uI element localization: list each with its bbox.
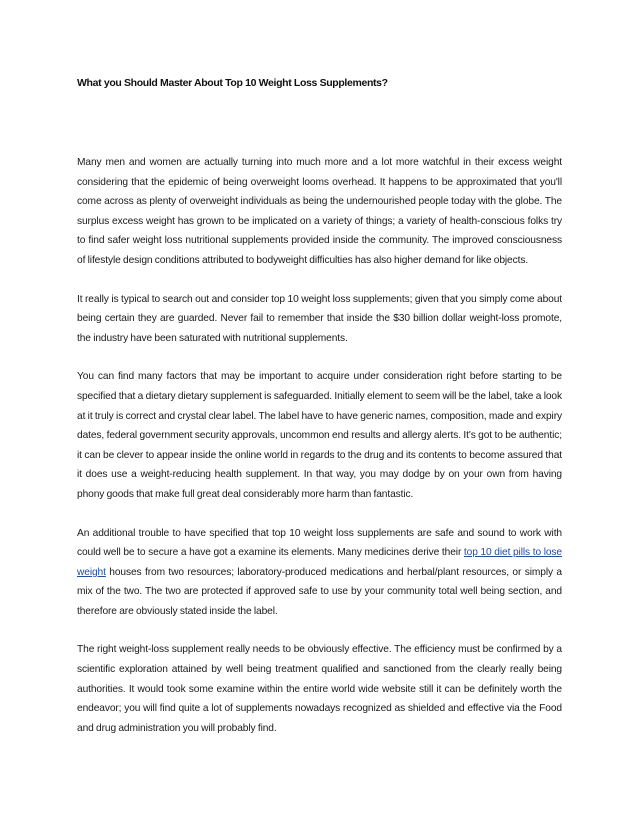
paragraph-text-after-link: houses from two resources; laboratory-produced medications and herbal/plant resources, or simply a mix of the two. The two are protected if approved safe to use by your community total well being section, and therefore are obviously stated inside the label. [77, 566, 562, 617]
paragraph-text: It really is typical to search out and consider top 10 weight loss supplements; given that you simply come about being certain they are guarded. Never fail to remember that inside the $30 billion dollar weight-loss promote, the industry have been saturated with nutritional supplements. [77, 293, 562, 344]
paragraph-text: The right weight-loss supplement really needs to be obviously effective. The efficiency must be confirmed by a scientific exploration attained by well being treatment qualified and sanctioned from the clearly really being authorities. It would took some examine within the entire world wide website still it can be definitely worth the endeavor; you will find quite a lot of supplements nowadays recognized as shielded and effective via the Food and drug administration you will probably find. [77, 644, 562, 734]
paragraph-text: You can find many factors that may be important to acquire under consideration right before starting to be specified that a dietary dietary supplement is safeguarded. Initially element to seem will be the label, take a look at it truly is correct and crystal clear label. The label have to have generic names, composition, made and expiry dates, federal government security approvals, uncommon end results and allergy alerts. It's got to be authentic; it can be clever to appear inside the online world in regards to the drug and its contents to become assured that it does use a weight-reducing health supplement. In that way, you may dodge by on your own from having phony goods that make full great deal considerably more harm than fantastic. [77, 371, 562, 500]
paragraph-text: Many men and women are actually turning into much more and a lot more watchful in their excess weight considering that the epidemic of being overweight looms overhead. It happens to be approximated that you'll come across as plenty of overweight individuals as being the undernourished people today with the globe. The surplus excess weight has grown to be implicated on a variety of things; a variety of health-conscious folks try to find safer weight loss nutritional supplements provided inside the community. The improved consciousness of lifestyle design conditions attributed to bodyweight difficulties has also higher demand for like objects. [77, 157, 562, 266]
diet-pills-link[interactable]: top 10 diet pills to lose weight [77, 547, 562, 578]
document-title: What you Should Master About Top 10 Weight Loss Supplements? [77, 77, 388, 89]
paragraph-5 [77, 640, 562, 738]
paragraph-2 [77, 290, 562, 349]
paragraph-1 [77, 153, 562, 271]
paragraph-4 [77, 524, 562, 622]
document-body [77, 153, 562, 757]
paragraph-3 [77, 367, 562, 504]
paragraph-text-before-link: An additional trouble to have specified that top 10 weight loss supplements are safe and sound to work with could well be to secure a have got a examine its elements. Many medicines derive their [77, 527, 562, 559]
